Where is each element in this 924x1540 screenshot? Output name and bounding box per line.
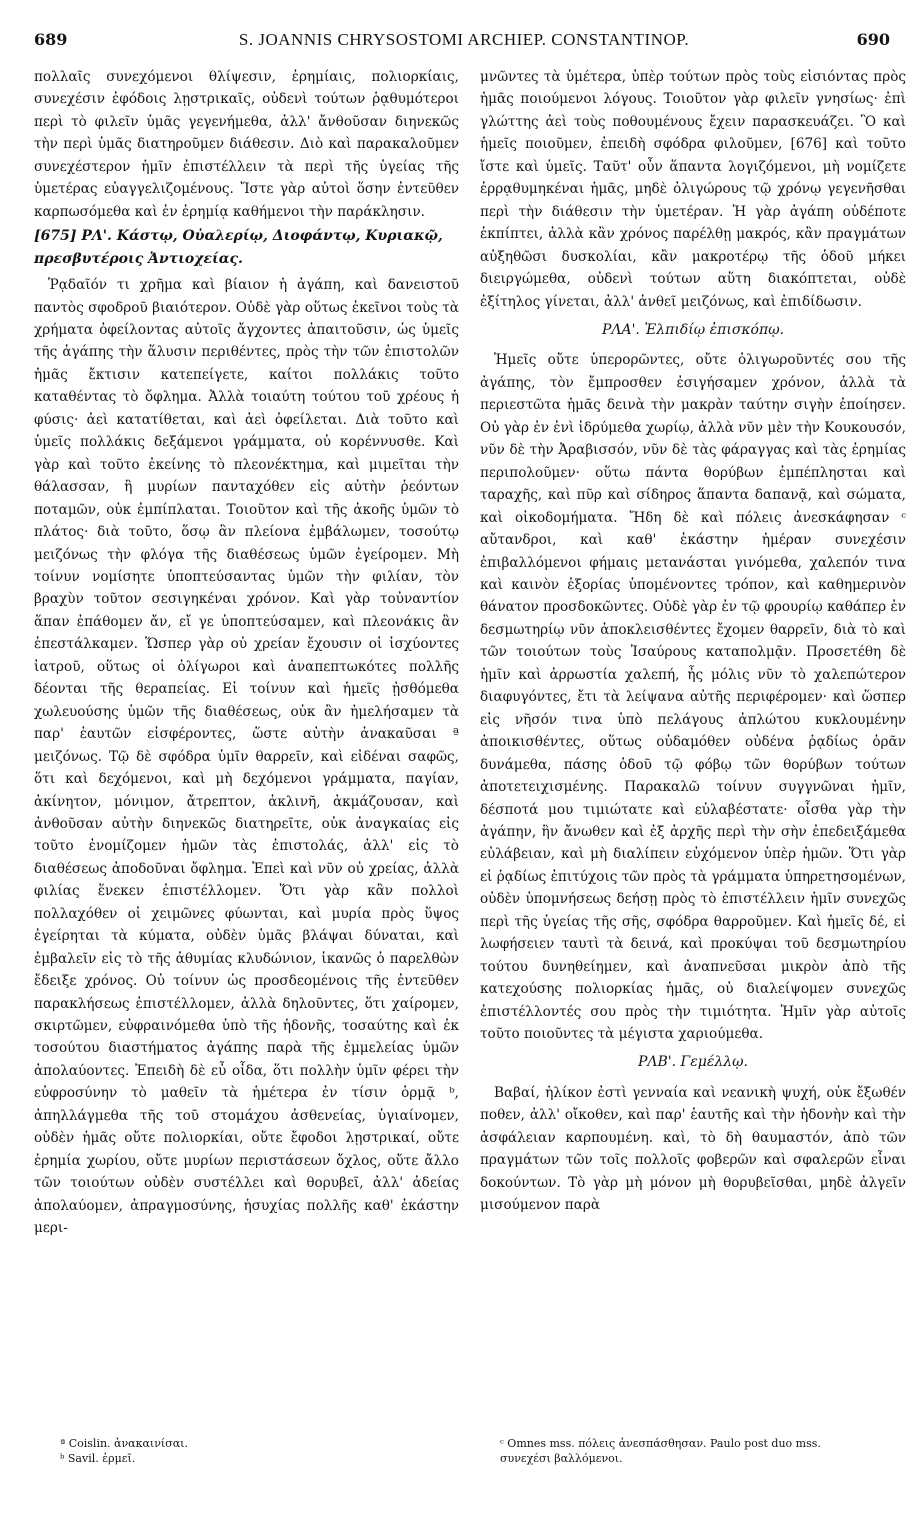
letter-heading-130: [675] ΡΛ'. Κάστῳ, Οὐαλερίῳ, Διοφάντῳ, Κυριακῷ, πρεσβυτέροις Ἀντιοχείας.: [34, 228, 443, 267]
page-header: [34, 30, 890, 56]
page-number-left: 689: [34, 30, 68, 49]
letter-131-body: Ἡμεῖς οὔτε ὑπερορῶντες, οὔτε ὀλιγωροῦντές σου τῆς ἀγάπης, τὸν ἔμπροσθεν ἐσιγήσαμεν χρόνον, ἀλλὰ τὰ περιεστῶτα ἡμᾶς δεινὰ τὴν μακρὰν ταύτην σιγὴν ἐποίησεν. Οὐ γὰρ ἐν ἑνὶ ἱδρύμεθα χωρίῳ, ἀλλὰ νῦν μὲν τὴν Κουκουσόν, νῦν δὲ τὴν Ἀραβισσόν, νῦν δὲ τὰς φάραγγας καὶ τὰς ἐρημίας περιπολοῦμεν· οὕτω πάντα θορύβων ἐμπέπλησται καὶ ταραχῆς, καὶ πῦρ καὶ σίδηρος ἅπαντα δαπανᾷ, καὶ σώματα, καὶ οἰκοδομήματα. Ἤδη δὲ καὶ πόλεις ἀνεσκάφησαν ᶜ αὔτανδροι, καὶ καθ' ἑκάστην ἡμέραν συνεχέσιν ἐπιβαλλόμενοι φήμαις μετανάσται γινόμεθα, χαλεπόν τινα καὶ καινὸν ἐξορίας ὑπομένοντες τρόπον, καὶ καθημερινὸν θάνατον προσδοκῶντες. Οὐδὲ γὰρ ἐν τῷ φρουρίῳ καθάπερ ἐν δεσμωτηρίῳ νῦν ἀποκλεισθέντες ἔχομεν θαρρεῖν, διὰ τὸ καὶ τῶν τοιούτων τοὺς Ἰσαύρους καταπολμᾷν. Προσετέθη δὲ ἡμῖν καὶ ἀρρωστία χαλεπή, ἧς μόλις νῦν τὸ χαλεπώτερον διαφυγόντες, ἔτι τὰ λείψανα αὐτῆς περιφέρομεν· καὶ ὥσπερ εἰς νῆσόν τινα ὑπὸ πελάγους ἀπλώτου κυκλουμένην ἀποικισθέντες, οὕτως οὐδαμόθεν οὐδένα ῥᾳδίως ὁρᾶν δυνάμεθα, πάσης ὁδοῦ τῷ φόβῳ τῶν θορύβων τούτων ἀποτετειχισμένης. Παρακαλῶ τοίνυν συγγνῶναι ἡμῖν, δέσποτά μου τιμιώτατε καὶ εὐλαβέστατε· οἶσθα γὰρ τὴν ἀγάπην, ἣν ἄνωθεν καὶ ἐξ ἀρχῆς περὶ τὴν σὴν ἐπεδειξάμεθα εὐλάβειαν, καὶ μὴ διαλίπειν εὐχόμενον ὑπὲρ ἡμῶν. Ὅτι γὰρ εἰ ῥᾳδίως ἐπιτύχοις τῶν πρὸς τὰ γράμματα ὑπηρετησομένων, οὐδὲν ὑπομνήσεως δεήσῃ πρὸς τὸ ἐπιστέλλειν ἡμῖν συνεχῶς περὶ τῆς ὑγείας τῆς σῆς, σφόδρα θαρροῦμεν. Καὶ ἡμεῖς δέ, εἰ λωφήσειεν ταυτὶ τὰ δεινά, καὶ προκύψαι τοῦ δεσμωτηρίου τούτου δυνηθείημεν, καὶ ἀναπνεῦσαι μικρὸν ἀπὸ τῆς κατεχούσης πολιορκίας ἡμᾶς, οὐ διαλείψομεν συνεχῶς ἐπιστέλλοντές σου πρὸς τὴν τιμιότητα. Ἡμῖν γὰρ αὐτοῖς τοῦτο ποιοῦντες τὰ μέγιστα χαριούμεθα.: [480, 352, 906, 1043]
footnotes-right: [500, 1436, 906, 1466]
letter-130-body: Ῥᾳδαῖόν τι χρῆμα καὶ βίαιον ἡ ἀγάπη, καὶ δανειστοῦ παντὸς σφοδροῦ βιαιότερον. Οὐδὲ γὰρ οὕτως ἐκεῖνοι τοὺς τὰ χρήματα ὀφείλοντας αὐτοῖς ἄγχοντες ἀπαιτοῦσιν, ὡς ὑμεῖς τῆς ἀγάπης τὴν ἅλυσιν περιθέντες, πρὸς τὴν τῶν ἐπιστολῶν ἡμᾶς ἔκτισιν κατεπείγετε, καίτοι πολλάκις τοῦτο καταθέντας τὸ ὄφλημα. Ἀλλὰ τοιαύτη τούτου τοῦ χρέους ἡ φύσις· ἀεὶ κατατίθεται, καὶ ἀεὶ ὀφείλεται. Διὰ τοῦτο καὶ ὑμεῖς πολλάκις δεξάμενοι γράμματα, οὐ κορέννυσθε. Καὶ γὰρ καὶ τοῦτο ἐκείνης τὸ πλεονέκτημα, καὶ μιμεῖται τὴν θάλασσαν, ἣ μυρίων πανταχόθεν εἰς αὐτὴν ῥεόντων ποταμῶν, οὐκ ἐμπίπλαται. Τοιοῦτον καὶ τῆς ἀκοῆς ὑμῶν τὸ πλάτος· διὰ τοῦτο, ὅσῳ ἂν πλείονα ἐμβάλωμεν, τοσούτῳ μειζόνως τὴν φλόγα τῆς διαθέσεως ὑμῶν ἐγείρομεν. Μὴ τοίνυν νομίσητε ὑποπτεύσαντας ὑμῶν τὴν φιλίαν, τὸν βραχὺν τοῦτον σεσιγηκέναι χρόνον. Καὶ γὰρ τοὐναντίον ἅπαν ἐπάθομεν ἄν, εἴ γε ὑποπτεύσαμεν, καὶ πλεονάκις ἂν ἐπεστάλκαμεν. Ὥσπερ γὰρ οὐ χρείαν ἔχουσιν οἱ ἰσχύοντες ἰατροῦ, οὕτως οἱ ὀλίγωροι καὶ ἀναπεπτωκότες πολλῆς δέονται τῆς θεραπείας. Εἰ τοίνυν καὶ ἡμεῖς ᾐσθόμεθα χωλευούσης ὑμῶν τῆς διαθέσεως, οὐκ ἂν ἠμελήσαμεν τὰ παρ' ἑαυτῶν εἰσφέροντες, ὥστε αὐτὴν ἀνακαῦσαι ª μειζόνως. Τῷ δὲ σφόδρα ὑμῖν θαρρεῖν, καὶ εἰδέναι σαφῶς, ὅτι καὶ δεχόμενοι, καὶ μὴ δεχόμενοι γράμματα, παγίαν, ἀκίνητον, μόνιμον, ἄτρεπτον, ἀκλινῆ, ἀκμάζουσαν, καὶ ἀνθοῦσαν αὐτὴν διηνεκῶς διατηρεῖτε, οὐκ ἀναγκαίας εἰς τοῦτο ἐνομίζομεν ἡμῶν τὰς ἐπιστολάς, ἀλλ' εἰς τὸ διαθέσεως ἀποδοῦναι ὄφλημα. Ἐπεὶ καὶ νῦν οὐ χρείας, ἀλλὰ φιλίας ἕνεκεν ἐπιστέλλομεν. Ὅτι γὰρ κἂν πολλοὶ πολλαχόθεν οἱ χειμῶνες φύωνται, καὶ μυρία πρὸς ὕψος ἐγείρηται τὰ κύματα, οὐδὲν ὑμᾶς βλάψαι δύναται, καὶ ἐμβαλεῖν εἰς τὸ τῆς ἀθυμίας κλυδώνιον, ἱκανῶς ὁ παρελθὼν ἔδειξε χρόνος. Οὐ τοίνυν ὡς προσδεομένοις τῆς ἐντεῦθεν παρακλήσεως ἐπιστέλλομεν, ἀλλὰ δηλοῦντες, ὅτι χαίρομεν, σκιρτῶμεν, εὐφραινόμεθα ὑπὸ τῆς ἡδονῆς, τοσαύτης καὶ ἐκ τοσούτου διαστήματος ἀγάπης παρὰ τῆς ἐμμελείας ὑμῶν ἀπολαύοντες. Ἐπειδὴ δὲ εὖ οἶδα, ὅτι πολλὴν ὑμῖν φέρει τὴν εὐφροσύνην τὸ μαθεῖν τὰ ἡμέτερα ἐν τίσιν ὁρμᾷ ᵇ, ἀπηλλάγμεθα τῆς τοῦ στομάχου ἀσθενείας, ὑγιαίνομεν, οὐδὲν ἡμᾶς οὔτε πολιορκίαι, οὔτε ἔφοδοι λῃστρικαί, οὔτε ἐρημία χωρίου, οὔτε μυρίων περιστάσεων ὄχλος, οὔτε ἄλλο τῶν τοιούτων οὐδὲν συστέλλει καὶ θορυβεῖ, ἀλλ' ἀδείας ἀπολαύομεν, ἀπραγμοσύνης, ἡσυχίας πολλῆς καθ' ἑκάστην μερι-: [34, 277, 459, 1237]
running-title: S. JOANNIS CHRYSOSTOMI ARCHIEP. CONSTANTINOP.: [238, 30, 690, 49]
letter-130-conclusion: μνῶντες τὰ ὑμέτερα, ὑπὲρ τούτων πρὸς τοὺς εἰσιόντας πρὸς ἡμᾶς ποιούμενοι λόγους. Τοιοῦτον γὰρ φιλεῖν γνησίως· ἐπὶ γλώττης ἀεὶ τοὺς ποθουμένους ἔχειν παρασκευάζει. Ὃ καὶ ἡμεῖς ποιοῦμεν, ἐπειδὴ σφόδρα φιλοῦμεν, [676] καὶ τοῦτο ἴστε καὶ ὑμεῖς. Ταῦτ' οὖν ἅπαντα λογιζόμενοι, μὴ νομίζετε ἐρρᾳθυμηκέναι ἡμᾶς, μηδὲ ὀλιγώρους τῷ χρόνῳ γεγενῆσθαι περὶ τὴν διάθεσιν τὴν ὑμετέραν. Ἡ γὰρ ἀγάπη οὐδέποτε ἐκπίπτει, ἀλλὰ κἂν χρόνος παρέλθῃ μακρός, κἂν πραγμάτων αὐξηθῶσι δυσκολίαι, κἂν μακροτέρῳ τῆς ὁδοῦ μήκει διειργώμεθα, οὐδενὶ τούτων αὕτη διακόπτεται, οὐδὲ ἐξίτηλος γίνεται, ἀλλ' ἀνθεῖ μειζόνως, καὶ ἐπιδίδωσιν.: [480, 69, 906, 310]
page-number-right: 690: [856, 30, 890, 49]
footnote-c-line2: συνεχέσι βαλλόμενοι.: [500, 1452, 623, 1465]
letter-heading-132: ΡΛΒ'. Γεμέλλῳ.: [637, 1054, 749, 1071]
footnote-a: ª Coislin. ἀνακαινίσαι.: [60, 1437, 188, 1450]
letter-132-body: Βαβαί, ἡλίκον ἐστὶ γενναία καὶ νεανικὴ ψυχή, οὐκ ἔξωθέν ποθεν, ἀλλ' οἴκοθεν, καὶ παρ' ἑαυτῆς καὶ τὴν ἡδονὴν καὶ τὴν ἀσφάλειαν καρπουμένη. καὶ, τὸ δὴ θαυμαστόν, ἀπὸ τῶν πραγμάτων τῶν τοῖς πολλοῖς φοβερῶν καὶ σφαλερῶν εἶναι δοκούντων. Τὸ γὰρ μὴ μόνον μὴ θορυβεῖσθαι, μηδὲ ἀλγεῖν μισούμενον παρὰ: [480, 1084, 906, 1214]
footnotes-left: [60, 1436, 420, 1466]
footnote-b: ᵇ Savil. ἐρμεῖ.: [60, 1452, 136, 1465]
letter-continuation-paragraph: πολλαῖς συνεχόμενοι θλίψεσιν, ἐρημίαις, πολιορκίαις, συνεχέσιν ἐφόδοις λῃστρικαῖς, οὐδενὶ τούτων ῥᾳθυμότεροι περὶ τὸ φιλεῖν ὑμᾶς γεγενήμεθα, ἀλλ' ἄνθοῦσαν διηνεκῶς τὴν περὶ ὑμᾶς διατηροῦμεν διάθεσιν. Διὸ καὶ παρακαλοῦμεν συνεχέστερον ἡμῖν ἐπιστέλλειν τὰ περὶ τῆς ὑγείας τῆς ὑμετέρας εὐαγγελιζομένους. Ἴστε γὰρ αὐτοὶ ὅσην ἐντεῦθεν καρπωσόμεθα καὶ ἐν ἐρημίᾳ καθήμενοι τὴν παράκλησιν.: [34, 69, 459, 220]
left-column: [34, 66, 459, 1240]
letter-heading-131: ΡΛΑ'. Ἐλπιδίῳ ἐπισκόπῳ.: [601, 321, 785, 338]
right-column: [480, 66, 906, 1217]
footnote-c-line1: ᶜ Omnes mss. πόλεις ἀνεσπάσθησαν. Paulo post duo mss.: [500, 1437, 821, 1450]
